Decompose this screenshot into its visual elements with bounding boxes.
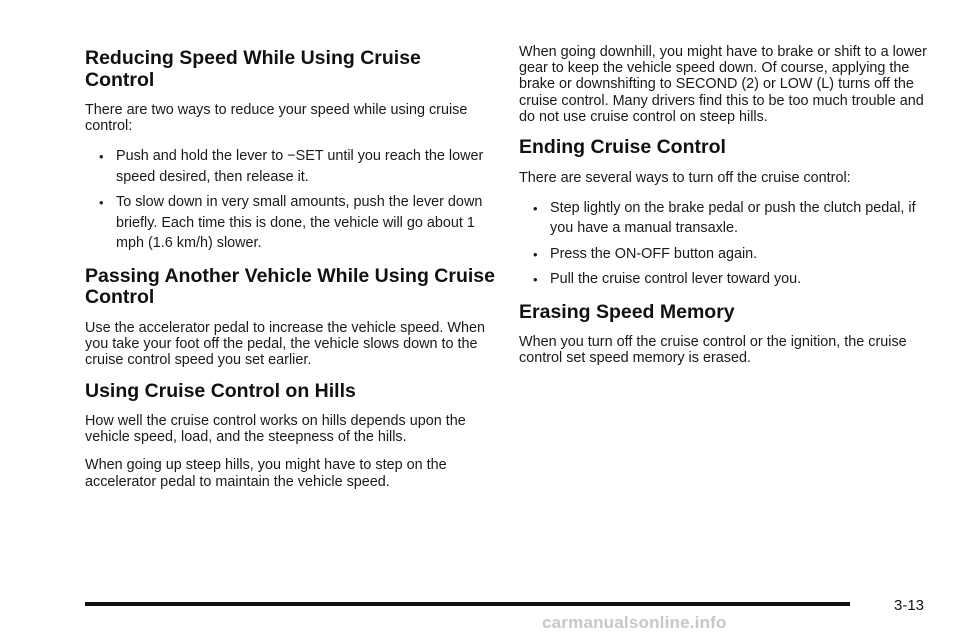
list-item: • To slow down in very small amounts, push the lever down briefly. Each time this is done, the vehicle will go about 1 mph (1.6 km/h) slower. bbox=[99, 194, 483, 252]
list-item: • Push and hold the lever to −SET until you reach the lower speed desired, then release it. bbox=[99, 148, 484, 185]
list-item: • Step lightly on the brake pedal or push the clutch pedal, if you have a manual transaxle. bbox=[533, 199, 916, 237]
reducing-speed-intro: There are two ways to reduce your speed while using cruise control: bbox=[85, 102, 468, 135]
erasing-memory-body: When you turn off the cruise control or the ignition, the cruise control set speed memory is erased. bbox=[519, 334, 907, 367]
footer-rule bbox=[85, 602, 850, 606]
hills-paragraph-2: When going up steep hills, you might have to step on the accelerator pedal to maintain the vehicle speed. bbox=[85, 457, 447, 490]
heading-ending-cruise: Ending Cruise Control bbox=[519, 136, 726, 159]
left-column bbox=[85, 44, 495, 502]
heading-erasing-memory: Erasing Speed Memory bbox=[519, 300, 735, 323]
ending-cruise-intro: There are several ways to turn off the cruise control: bbox=[519, 169, 851, 186]
bullet-icon: • bbox=[533, 246, 538, 262]
watermark: carmanualsonline.info bbox=[542, 613, 727, 632]
passing-vehicle-body: Use the accelerator pedal to increase the vehicle speed. When you take your foot off the pedal, the vehicle slows down to the cruise control speed you set earlier. bbox=[85, 319, 485, 369]
page-number: 3-13 bbox=[894, 597, 925, 614]
ending-cruise-list bbox=[519, 198, 929, 290]
reducing-speed-list bbox=[85, 146, 495, 254]
bullet-icon: • bbox=[99, 149, 104, 165]
heading-reducing-speed: Reducing Speed While Using Cruise Control bbox=[85, 47, 421, 91]
bullet-icon: • bbox=[99, 195, 104, 211]
bullet-icon: • bbox=[533, 200, 538, 216]
downhill-paragraph: When going downhill, you might have to brake or shift to a lower gear to keep the vehicle speed down. Of course, applying the brake or downshifting to SECOND (2) or LOW (L) turns off the cruise control. Many drivers find this to be too much trouble and do not use cruise control on steep hills. bbox=[519, 44, 927, 125]
bullet-icon: • bbox=[533, 272, 538, 288]
list-item: • Press the ON-OFF button again. bbox=[519, 244, 929, 265]
list-item: • Pull the cruise control lever toward you. bbox=[519, 269, 929, 290]
heading-hills: Using Cruise Control on Hills bbox=[85, 379, 356, 402]
heading-passing-vehicle: Passing Another Vehicle While Using Cruise Control bbox=[85, 264, 495, 309]
hills-paragraph-1: How well the cruise control works on hills depends upon the vehicle speed, load, and the steepness of the hills. bbox=[85, 413, 466, 446]
right-column bbox=[519, 44, 929, 379]
